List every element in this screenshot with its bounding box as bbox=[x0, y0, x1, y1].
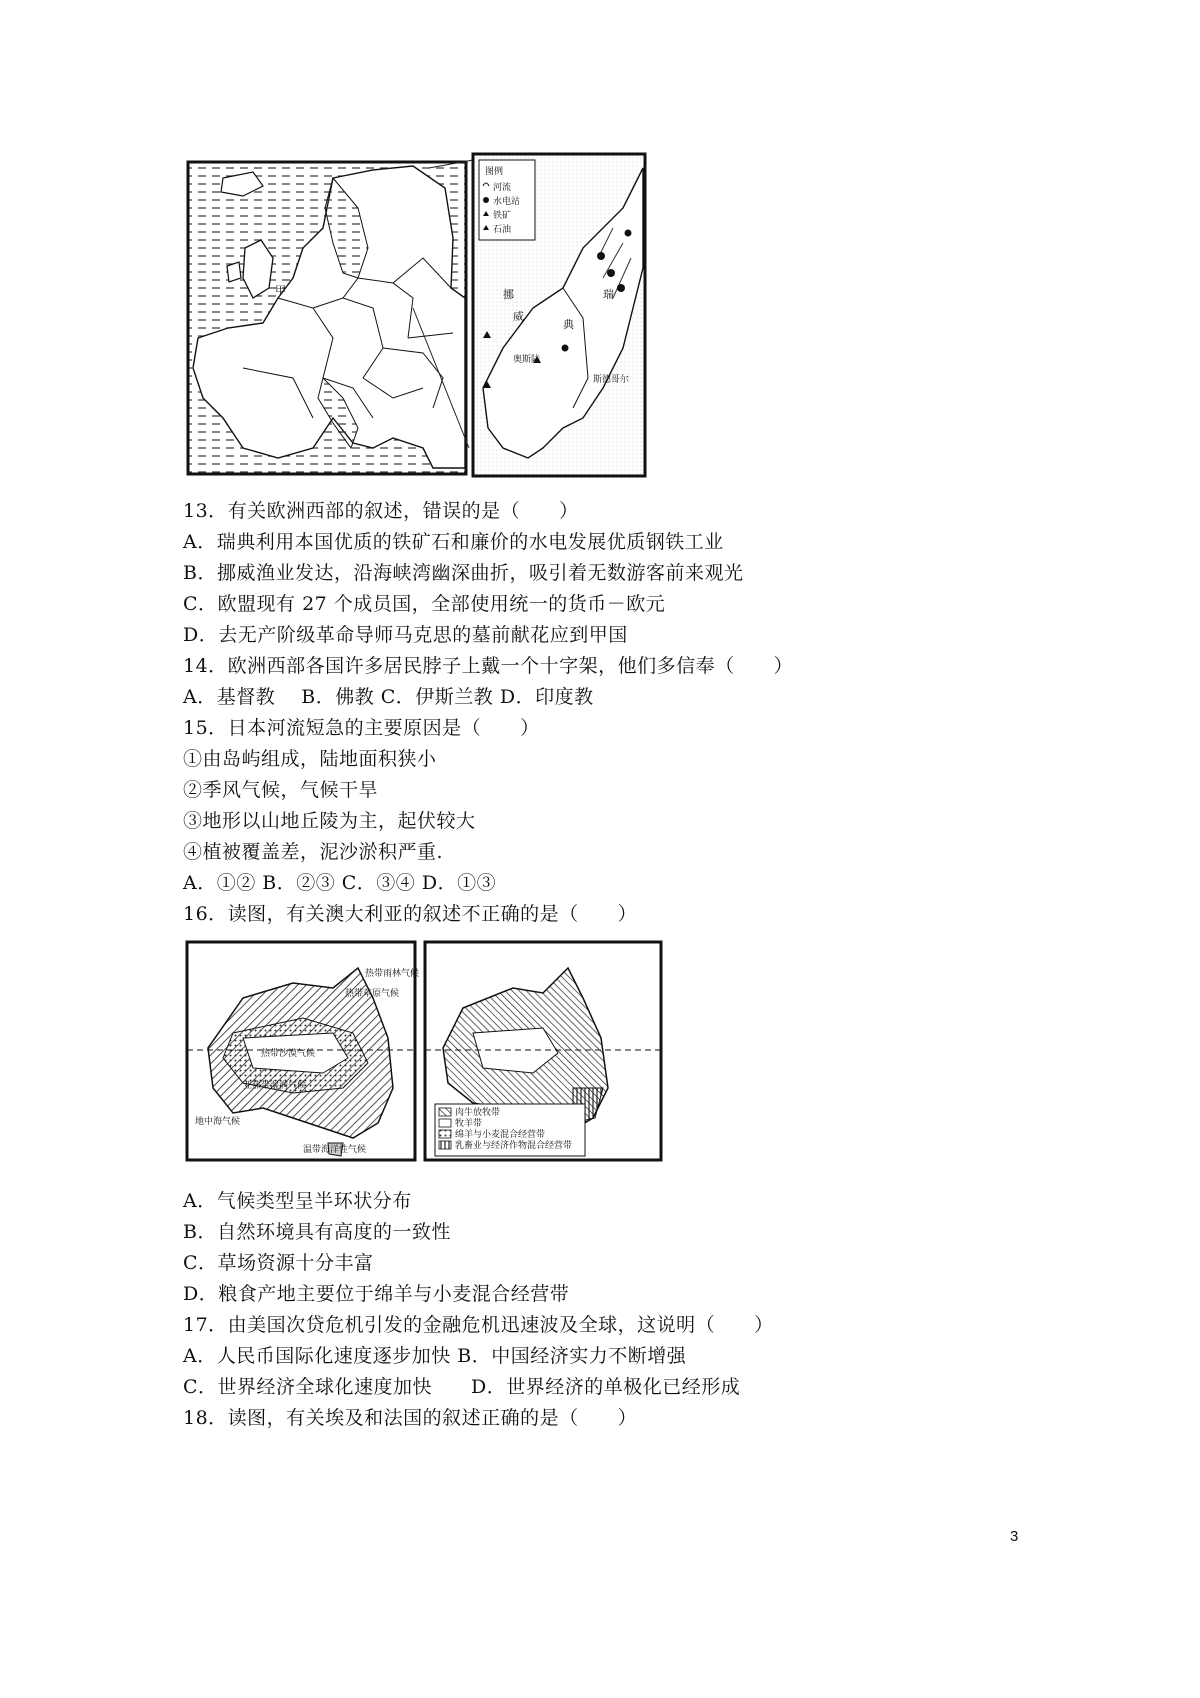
q14-stem: 14．欧洲西部各国许多居民脖子上戴一个十字架，他们多信奉（ ） bbox=[183, 655, 794, 677]
label-rui: 瑞 bbox=[603, 288, 614, 301]
q13-stem: 13．有关欧洲西部的叙述，错误的是（ ） bbox=[183, 500, 579, 522]
legend-item-hydropower: 水电站 bbox=[493, 197, 521, 207]
europe-map-figure bbox=[183, 148, 710, 482]
q17-stem: 17．由美国次贷危机引发的金融危机迅速波及全球，这说明（ ） bbox=[183, 1314, 774, 1336]
climate-label-mediterranean: 地中海气候 bbox=[195, 1117, 241, 1127]
label-oslo: 奥斯陆 bbox=[513, 355, 541, 365]
q16-option-c: C．草场资源十分丰富 bbox=[183, 1252, 374, 1274]
q13-option-c: C．欧盟现有 27 个成员国，全部使用统一的货币－欧元 bbox=[183, 593, 666, 615]
climate-label-savanna: 热带草原气候 bbox=[345, 989, 400, 999]
agri-legend-sheep: 牧羊带 bbox=[455, 1119, 483, 1129]
scandinavia-panel bbox=[473, 154, 645, 476]
q16-option-b: B．自然环境具有高度的一致性 bbox=[183, 1221, 451, 1243]
australia-agriculture-panel bbox=[425, 942, 661, 1160]
q15-statement-4: ④植被覆盖差，泥沙淤积严重. bbox=[183, 841, 444, 863]
legend-item-oil: 石油 bbox=[493, 225, 512, 235]
q16-option-d: D．粮食产地主要位于绵羊与小麦混合经营带 bbox=[183, 1283, 570, 1305]
q13-option-d: D．去无产阶级革命导师马克思的墓前献花应到甲国 bbox=[183, 624, 628, 646]
q16-stem: 16．读图，有关澳大利亚的叙述不正确的是（ ） bbox=[183, 903, 638, 925]
q13-option-b: B．挪威渔业发达，沿海峡湾幽深曲折，吸引着无数游客前来观光 bbox=[183, 562, 744, 584]
q17-options-ab: A．人民币国际化速度逐步加快 B．中国经济实力不断增强 bbox=[183, 1345, 687, 1367]
map-label-jia: 甲 bbox=[275, 284, 286, 297]
q13-option-a: A．瑞典利用本国优质的铁矿石和廉价的水电发展优质钢铁工业 bbox=[183, 531, 724, 553]
page-number: 3 bbox=[1010, 1528, 1019, 1545]
q16-option-a: A．气候类型呈半环状分布 bbox=[183, 1190, 412, 1212]
q18-stem: 18．读图，有关埃及和法国的叙述正确的是（ ） bbox=[183, 1407, 638, 1429]
agri-legend-dairy: 乳畜业与经济作物混合经营带 bbox=[455, 1141, 573, 1151]
agri-legend-sheep-wheat: 绵羊与小麦混合经营带 bbox=[455, 1130, 546, 1140]
label-dian: 典 bbox=[563, 318, 574, 331]
australia-map-figure bbox=[183, 938, 665, 1164]
label-stockholm: 斯德哥尔 bbox=[593, 375, 630, 385]
q15-statement-3: ③地形以山地丘陵为主，起伏较大 bbox=[183, 810, 476, 832]
climate-label-rainforest: 热带雨林气候 bbox=[365, 969, 420, 979]
label-wei: 威 bbox=[513, 310, 524, 323]
q15-stem: 15．日本河流短急的主要原因是（ ） bbox=[183, 717, 540, 739]
legend-item-river: 河流 bbox=[493, 183, 512, 193]
q15-statement-2: ②季风气候，气候干旱 bbox=[183, 779, 379, 801]
label-nuo: 挪 bbox=[503, 288, 514, 301]
q17-options-cd: C．世界经济全球化速度加快 D．世界经济的单极化已经形成 bbox=[183, 1376, 741, 1398]
agri-legend-cattle: 肉牛放牧带 bbox=[455, 1108, 501, 1118]
europe-panel bbox=[188, 162, 466, 474]
legend-item-iron: 铁矿 bbox=[493, 211, 512, 221]
australia-climate-panel bbox=[187, 942, 419, 1160]
q15-options: A．①② B．②③ C．③④ D．①③ bbox=[183, 872, 497, 894]
legend-title: 图例 bbox=[485, 167, 504, 177]
climate-label-temperate-marine: 温带海洋性气候 bbox=[303, 1145, 367, 1155]
q14-options: A．基督教 B．佛教 C．伊斯兰教 D．印度教 bbox=[183, 686, 594, 708]
climate-label-subtropical: 亚热带湿润气候 bbox=[243, 1081, 307, 1091]
climate-label-desert: 热带沙漠气候 bbox=[261, 1049, 316, 1059]
q15-statement-1: ①由岛屿组成，陆地面积狭小 bbox=[183, 748, 437, 770]
